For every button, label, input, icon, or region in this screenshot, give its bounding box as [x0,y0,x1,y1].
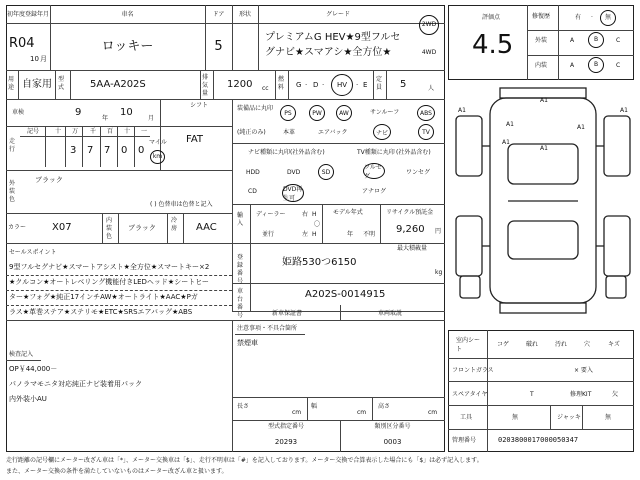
length-unit: cm [292,409,302,416]
repair-label: 修復歴 [532,13,551,20]
ext-b: B [593,36,599,43]
mgmt-label: 管理番号 [452,437,477,444]
interior-eval-label: 内装 [535,62,548,69]
first-reg-year: R04 [9,36,35,51]
navi-sublabel: (社外品含む) [290,149,325,156]
color-code-label: カラー [8,224,27,231]
dmg-label-1: A1 [540,97,548,104]
seat-burn: コゲ [497,341,510,348]
ext-c: C [616,37,621,44]
class-label: 類別区分番号 [374,423,411,430]
usage-value: 自家用 [22,79,52,90]
doors-label: ドア [212,11,225,18]
fuel-d: D [313,81,319,89]
type-spec-label: 型式指定番号 [267,423,304,430]
capacity: 5 [400,79,407,90]
exterior-label: 外装色 [9,180,16,203]
navi-hdd: HDD [246,169,260,176]
interior-color-label: 内装色 [106,217,113,240]
equipment-label: 装備品に丸印 [237,105,274,112]
inspection-year-unit: 年 [102,115,109,122]
width-unit: cm [357,409,367,416]
inspector-line3: 内外装小AU [9,395,47,403]
model-year-label: モデル年式 [333,209,363,216]
drive-4wd: 4WD [421,49,437,56]
load-unit: kg [435,269,443,276]
inspector-label: 検査記入 [9,351,34,358]
fuel-e: E [363,81,368,89]
equipment-sublabel: (純正のみ) [237,129,266,136]
notes-value: 禁煙車 [237,339,258,347]
handle-right: 右 [302,211,309,218]
mileage-d5: 0 [138,145,145,156]
mileage-d1: 3 [70,145,77,156]
mileage-d2: 7 [87,145,94,156]
import-dealer: ディーラー [256,211,286,218]
recycle-label: リサイクル預託金 [386,209,434,216]
spare-none: 欠 [612,391,619,398]
doors-value: 5 [214,39,223,54]
recycle-unit: 円 [435,228,442,235]
person-unit: 人 [428,85,435,92]
glass-value: × 要入 [574,367,593,374]
exterior-note: ( ) 色替車は色替と記入 [150,201,213,208]
inspector-line1: OP￥44,000－ [9,365,58,373]
car-damage-diagram [450,86,636,318]
mileage-h3: 千 [90,128,97,135]
sales-line-2: ★クルコン★オートレベリング機能付きLEDヘッド★シートヒー [9,278,209,286]
mile-unit: マイル [149,139,167,146]
repair-no: 無 [604,14,611,21]
model-name-label: 車名 [121,11,134,18]
tv-sublabel: (社外品含む) [396,149,431,156]
spare-label: スペアタイヤ [452,391,488,398]
spare-t: T [530,391,534,398]
mgmt-value: 0203800017000050347 [498,436,579,444]
registration-value: 姫路530つ6150 [282,257,357,268]
inspector-line2: パノラマモニタ対応純正ナビ装着用パック [9,380,142,388]
km-unit: km [152,153,163,160]
ext-a: A [570,37,575,44]
mileage-h1: 十 [55,128,62,135]
equip-tv: TV [418,124,434,140]
fuel-g: G [296,81,302,89]
tools-label: 工具 [460,414,473,421]
tv-fullseg: フルセグ [363,163,385,179]
dmg-label-3: A1 [506,121,514,128]
tv-oneseg: ワンセグ [406,169,431,176]
cc-unit: cc [262,85,269,92]
inspection-month: 10 [120,107,133,118]
new-car-warranty: 新車保証書 [272,310,303,317]
equip-navi: ナビ [373,124,391,140]
mileage-h5: 十 [124,128,131,135]
equip-aw: AW [336,105,352,121]
exterior-value: ブラック [35,176,63,184]
seat-tear: 破れ [526,341,539,348]
inspection-year: 9 [75,107,82,118]
manual-label: 車両取説 [378,310,403,317]
height-label: 高さ [378,403,391,410]
sales-line-3: ター★フォグ★純正17インチAW★オートライト★AAC★Pガ [9,293,198,301]
model-code: 5AA-A202S [90,79,146,90]
seat-dirt: 汚れ [555,341,568,348]
dmg-label-7: A1 [502,139,510,146]
height-unit: cm [428,409,438,416]
handle-l-h: H [312,231,317,238]
recycle-value: 9,260 [396,224,425,235]
shift-value: FAT [186,134,204,145]
car-outline [456,88,630,313]
equip-airbag: エアバック [318,129,348,136]
registration-label: 登録番号 [237,254,244,285]
dmg-label-6: A1 [577,124,585,131]
handle-left: 左 [302,231,309,238]
length-label: 長さ [237,403,250,410]
dmg-label-4: A1 [458,107,466,114]
style-label: 形状 [238,11,251,18]
chassis-label: 車台番号 [237,288,244,319]
fuel-label: 燃料 [278,76,285,91]
usage-label: 用途 [8,76,15,91]
model-name: ロッキー [101,39,154,54]
inspection-month-unit: 月 [148,115,155,122]
sales-line-1: 9型フルセグナビ★スマートアシスト★全方位★スマートキー×2 [9,263,210,271]
mileage-label: 走行 [9,138,16,153]
capacity-label: 定員 [376,76,383,91]
repair-yes: 有 [575,14,582,21]
fuel-hv: HV [336,81,348,89]
seat-hole: 穴 [584,341,591,348]
navi-label: ナビ種類に丸印 [248,149,291,156]
inspection-label: 車検 [12,109,25,116]
score-label: 評価点 [482,14,501,21]
import-parallel: 並行 [262,231,275,238]
exterior-eval-label: 外装 [535,37,548,44]
grade-line1: プレミアムG HEV★9型フルセ [265,32,401,43]
displacement-label: 排気量 [202,74,209,97]
width-label: 幅 [311,403,318,410]
mileage-h4: 百 [107,128,114,135]
navi-dvd: DVD [287,169,301,176]
equip-ps: PS [280,105,296,121]
model-year-unit: 年 [347,231,354,238]
glass-label: フロントガラス [452,367,494,374]
shift-label: シフト [190,102,209,109]
grade-line2: グナビ★スマアシ★全方位★ [265,47,392,58]
mileage-h2: 万 [72,128,79,135]
ac-label: 冷房 [171,217,178,232]
dmg-label-5: A1 [620,107,628,114]
mileage-d3: 7 [104,145,111,156]
navi-sd: SD [318,164,334,180]
color-code: X07 [52,222,72,233]
jack-label: ジャッキ [557,414,581,421]
mileage-d4: 0 [121,145,128,156]
first-reg-month: 10 [30,55,39,63]
mileage-h6: 一 [141,128,148,135]
load-label: 最大積載量 [397,245,428,252]
dmg-label-2: A1 [540,145,548,152]
class-value: 0003 [383,438,402,446]
type-spec-value: 20293 [274,438,298,446]
footer-line2: また、メーター交換の条件を満たしていないものはメーター改ざん車と扱います。 [6,468,228,475]
handle-r-h: H [312,211,317,218]
chassis-value: A202S-0014915 [305,289,386,300]
tv-analog: アナログ [362,188,387,195]
score-value: 4.5 [472,30,514,60]
equip-leather: 本革 [283,129,296,136]
equip-abs: ABS [417,105,435,121]
navi-cd: CD [248,188,257,195]
int-c: C [616,62,621,69]
int-b: B [593,61,599,68]
navi-dvd-play: DVD再生可 [283,186,303,202]
int-a: A [570,62,575,69]
seat-label: 室内シート [456,337,481,353]
month-unit: 月 [40,55,47,63]
interior-color: ブラック [128,224,156,232]
footer-line1: 走行距離の記号欄にメーター改ざん車は「*」、メーター交換車は「$」、走行不明車は「#」を記入しております。メーター交換で合算表示した場合にも「$」は必ず記入します。 [6,457,483,464]
jack-value: 無 [605,414,612,421]
equip-pw: PW [309,105,325,121]
tv-label: TV種類に丸印 [357,149,395,156]
sales-line-4: ラス★革巻ステア★ステリモ★ETC★SRSエアバッグ★ABS [9,308,193,316]
displacement: 1200 [227,79,253,90]
tools-value: 無 [512,414,519,421]
drive-2wd: 2WD [421,21,437,28]
sales-points-label: セールスポイント [9,249,57,256]
first-reg-label: 初年度登録年月 [6,11,49,18]
model-code-label: 型式 [58,76,65,91]
grade-label: グレード [325,11,350,18]
mileage-h0: 記号 [27,128,40,135]
ac-value: AAC [196,222,217,233]
seat-scratch: キズ [608,341,620,348]
spare-kit: 修理KIT [570,391,592,398]
notes-label: 注意事項・不具合箇所 [237,325,298,332]
import-label: 輸入 [237,212,244,227]
handle-mark: 〇 [314,221,321,228]
equip-sunroof: サンルーフ [370,109,400,116]
model-year-unknown: 不明 [363,231,376,238]
